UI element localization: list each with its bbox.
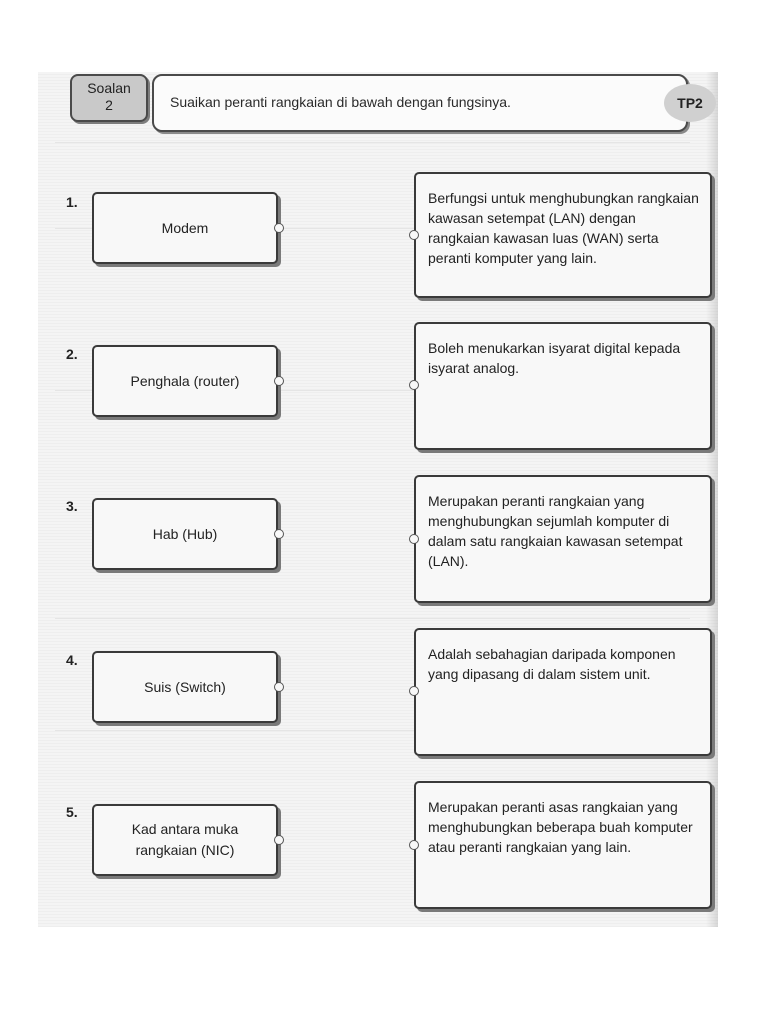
faded-background-line	[55, 618, 690, 619]
match-connector[interactable]	[274, 529, 284, 539]
function-text: Merupakan peranti rangkaian yang menghubungkan sejumlah komputer di dalam satu rangkaian kawasan setempat (LAN).	[428, 493, 683, 569]
match-connector[interactable]	[409, 840, 419, 850]
item-number: 1.	[66, 194, 78, 210]
item-number: 2.	[66, 346, 78, 362]
device-box-modem[interactable]	[92, 192, 278, 264]
device-box-nic[interactable]	[92, 804, 278, 876]
match-connector[interactable]	[409, 230, 419, 240]
device-label: Modem	[161, 219, 209, 236]
soalan-number: 2	[105, 97, 113, 113]
function-box[interactable]	[414, 781, 712, 909]
device-label: Hab (Hub)	[152, 525, 218, 542]
function-text: Adalah sebahagian daripada komponen yang dipasang di dalam sistem unit.	[428, 646, 676, 682]
item-number: 3.	[66, 498, 78, 514]
faded-background-line	[55, 142, 690, 143]
question-number-tab	[70, 74, 148, 122]
match-connector[interactable]	[409, 686, 419, 696]
function-box[interactable]	[414, 628, 712, 756]
device-box-router[interactable]	[92, 345, 278, 417]
item-number: 4.	[66, 652, 78, 668]
device-label: Kad antara muka rangkaian (NIC)	[131, 821, 239, 858]
match-connector[interactable]	[409, 380, 419, 390]
device-box-switch[interactable]	[92, 651, 278, 723]
level-badge: TP2	[664, 84, 716, 122]
instruction-text: Suaikan peranti rangkaian di bawah dengan fungsinya.	[170, 94, 511, 110]
match-connector[interactable]	[274, 376, 284, 386]
device-label: Suis (Switch)	[144, 678, 226, 695]
device-label: Penghala (router)	[130, 372, 240, 389]
match-connector[interactable]	[409, 534, 419, 544]
function-text: Merupakan peranti asas rangkaian yang menghubungkan beberapa buah komputer atau peranti rangkaian yang lain.	[428, 799, 693, 855]
match-connector[interactable]	[274, 682, 284, 692]
function-box[interactable]	[414, 322, 712, 450]
instruction-box	[152, 74, 688, 132]
item-number: 5.	[66, 804, 78, 820]
soalan-label: Soalan	[87, 80, 131, 96]
device-box-hub[interactable]	[92, 498, 278, 570]
match-connector[interactable]	[274, 835, 284, 845]
function-box[interactable]	[414, 475, 712, 603]
function-box[interactable]	[414, 172, 712, 298]
function-text: Berfungsi untuk menghubungkan rangkaian kawasan setempat (LAN) dengan rangkaian kawasan luas (WAN) serta peranti komputer yang lain.	[428, 190, 699, 266]
function-text: Boleh menukarkan isyarat digital kepada isyarat analog.	[428, 340, 681, 376]
match-connector[interactable]	[274, 223, 284, 233]
